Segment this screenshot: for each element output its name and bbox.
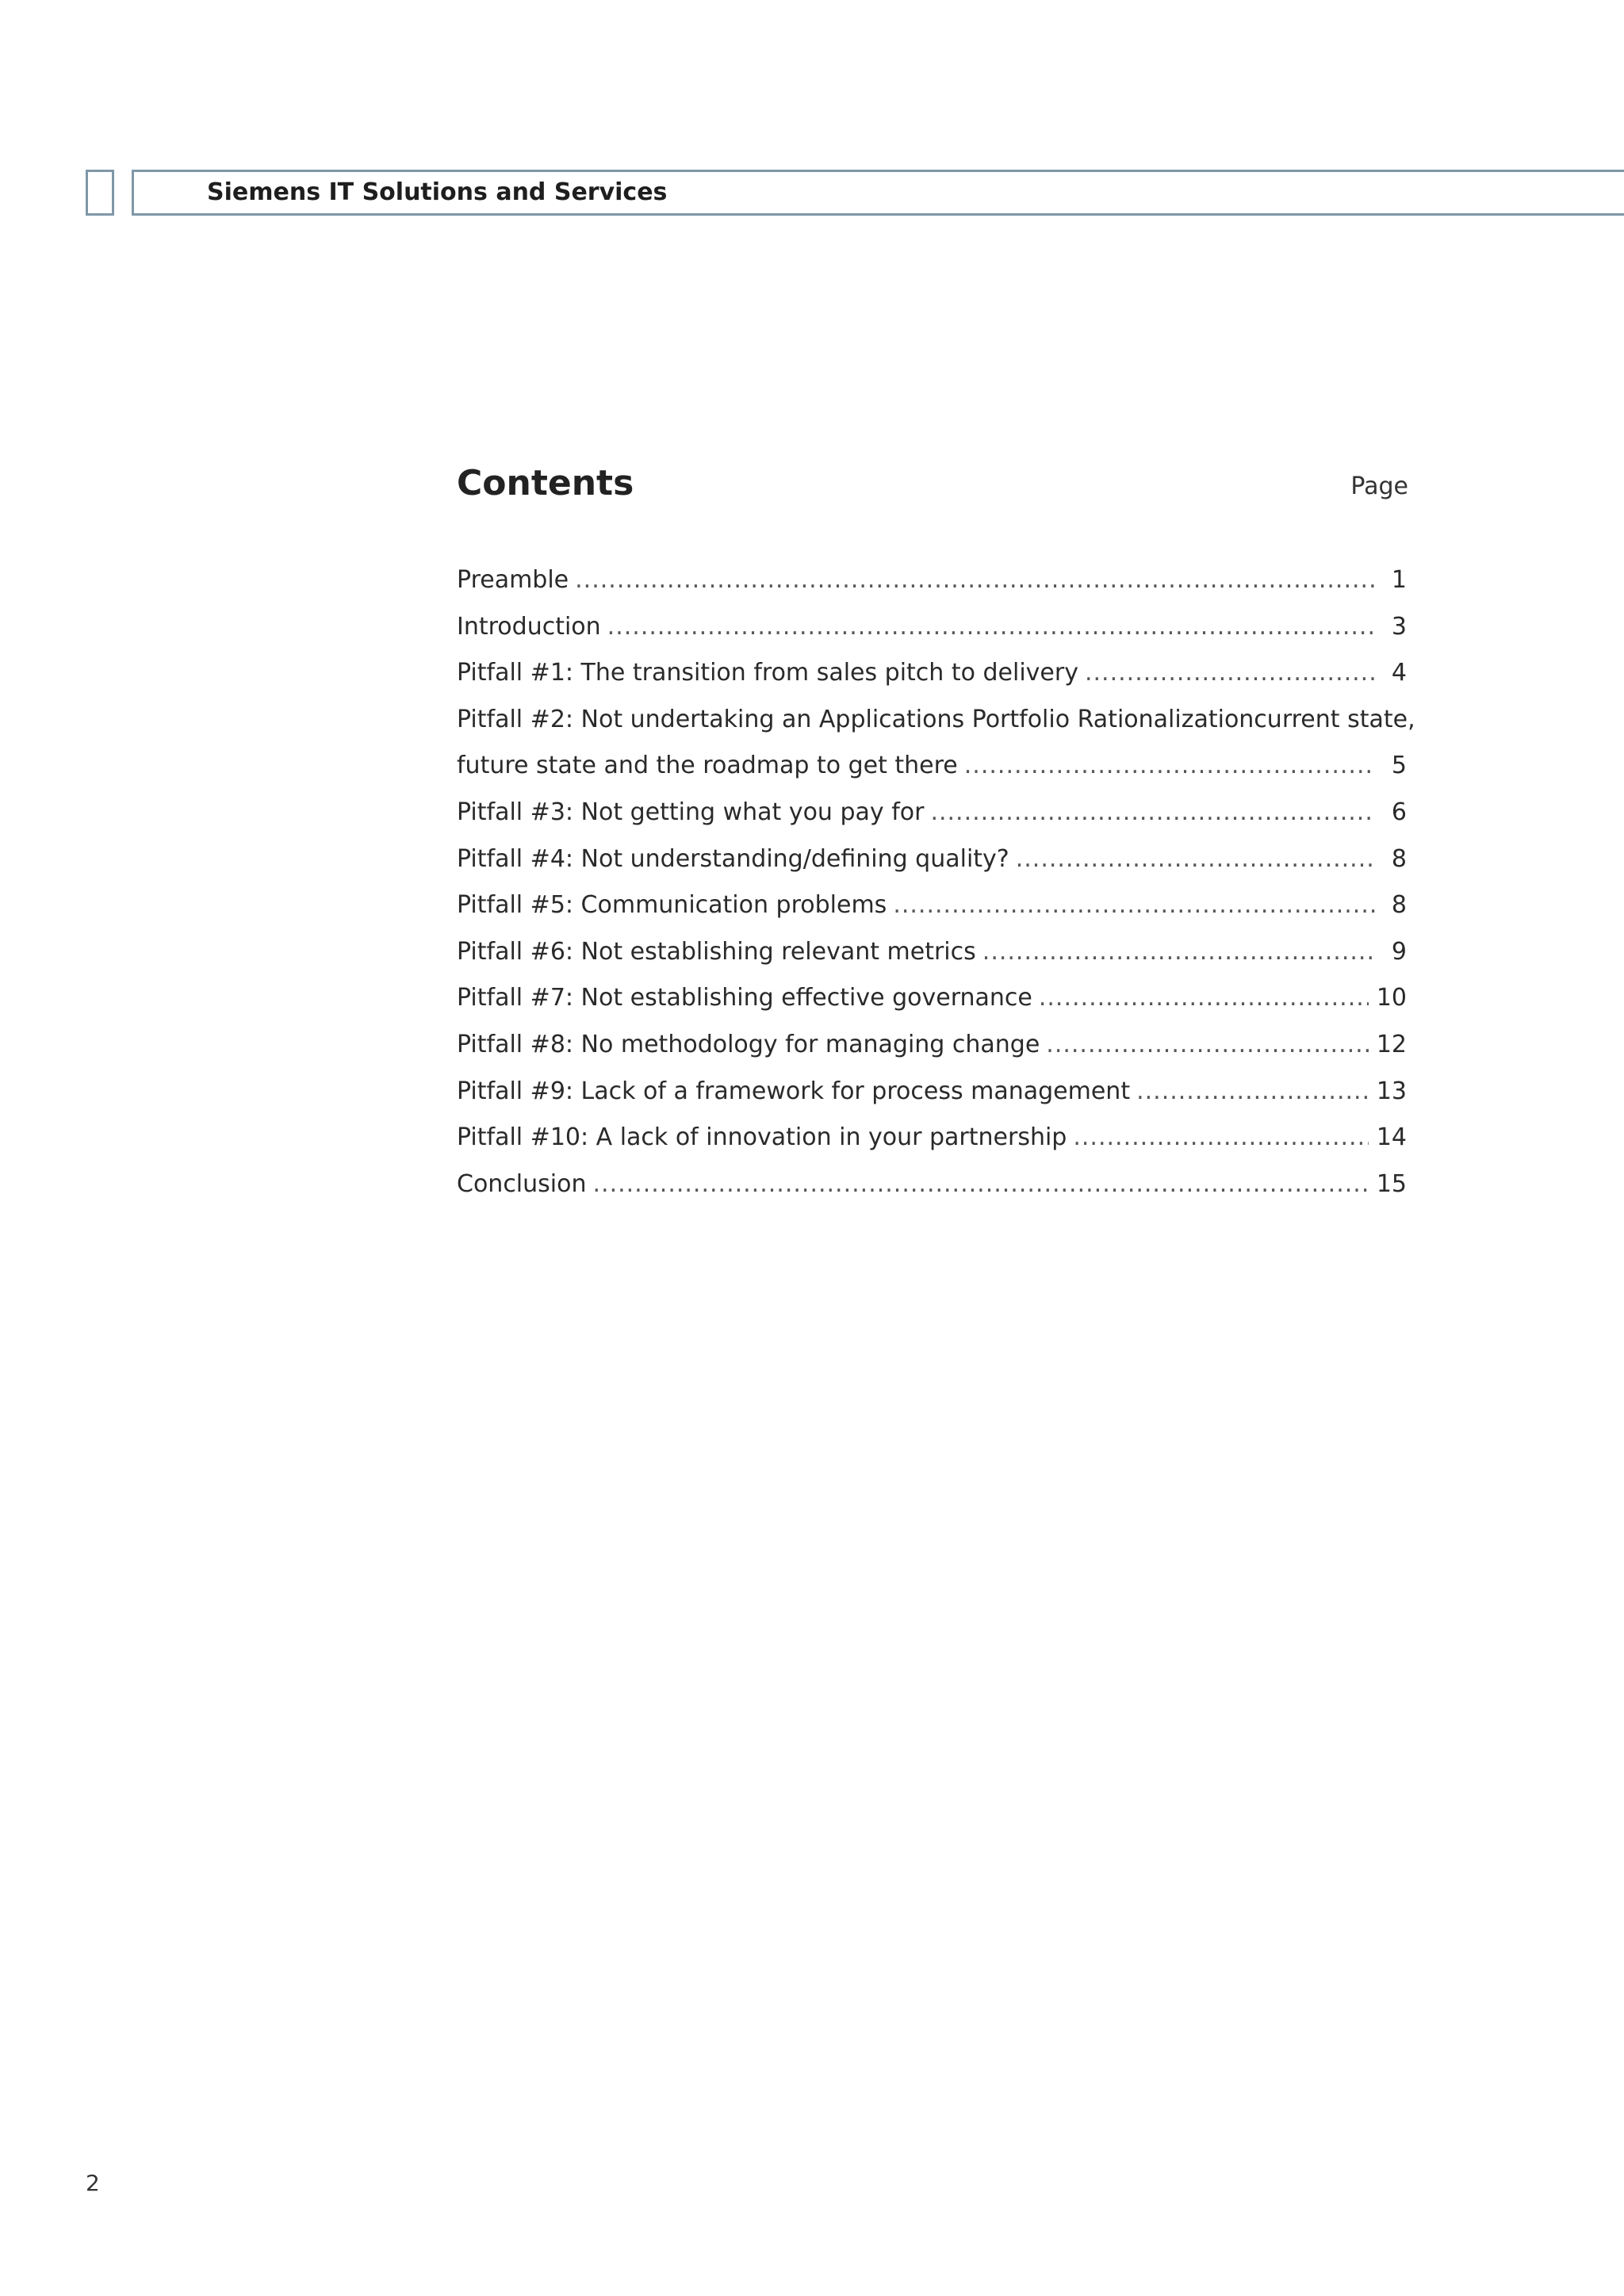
toc-entry-page: 4 xyxy=(1391,659,1407,687)
toc-page-column-label: Page xyxy=(1350,473,1408,500)
toc-dot-leader xyxy=(1136,1074,1369,1109)
toc-dot-leader xyxy=(893,888,1375,923)
toc-entry-title: Conclusion xyxy=(457,1169,587,1198)
toc-dot-leader xyxy=(1039,981,1369,1016)
toc-entry-pitfall-2-continued[interactable] xyxy=(457,748,1407,795)
toc-heading: Contents xyxy=(457,463,634,503)
toc-entry-pitfall-8[interactable] xyxy=(457,1027,1407,1074)
toc-dot-leader xyxy=(982,935,1375,970)
toc-entry-title: Pitfall #6: Not establishing relevant metrics xyxy=(457,937,976,966)
toc-entry-title: Pitfall #10: A lack of innovation in your partnership xyxy=(457,1123,1067,1152)
toc-entry-pitfall-6[interactable] xyxy=(457,935,1407,982)
toc-entry-pitfall-2[interactable] xyxy=(457,702,1415,749)
toc-entry-title: Pitfall #7: Not establishing effective governance xyxy=(457,984,1032,1012)
page-number: 2 xyxy=(86,2170,100,2196)
toc-dot-leader xyxy=(1073,1120,1368,1155)
toc-dot-leader xyxy=(1085,656,1375,691)
toc-entry-preamble[interactable] xyxy=(457,563,1407,610)
toc-dot-leader xyxy=(1046,1027,1369,1062)
toc-entry-pitfall-1[interactable] xyxy=(457,656,1407,702)
toc-entry-introduction[interactable] xyxy=(457,610,1407,656)
toc-dot-leader xyxy=(964,748,1375,783)
toc-entry-conclusion[interactable] xyxy=(457,1167,1407,1214)
toc-entry-page: 8 xyxy=(1391,844,1407,873)
toc-entry-title: Pitfall #2: Not undertaking an Applications Portfolio Rationalizationcurrent state, xyxy=(457,705,1415,733)
toc-entry-title: Pitfall #1: The transition from sales pitch to delivery xyxy=(457,659,1078,687)
toc-entry-title: Preamble xyxy=(457,566,569,594)
toc-entry-title: Pitfall #4: Not understanding/defining quality? xyxy=(457,844,1009,873)
toc-entry-pitfall-4[interactable] xyxy=(457,842,1407,889)
toc-entry-pitfall-9[interactable] xyxy=(457,1074,1407,1121)
toc-entry-title: future state and the roadmap to get there xyxy=(457,752,958,780)
toc-entry-pitfall-10[interactable] xyxy=(457,1120,1407,1167)
toc-entry-page: 12 xyxy=(1376,1030,1407,1058)
toc-entry-page: 5 xyxy=(1391,752,1407,780)
toc-entry-page: 9 xyxy=(1391,937,1407,966)
header-band xyxy=(132,170,1624,216)
toc-dot-leader xyxy=(930,795,1375,830)
toc-entry-page: 1 xyxy=(1391,566,1407,594)
toc-entry-pitfall-5[interactable] xyxy=(457,888,1407,935)
toc-entry-page: 13 xyxy=(1376,1077,1407,1105)
toc-entry-title: Pitfall #9: Lack of a framework for process management xyxy=(457,1077,1131,1105)
header-title: Siemens IT Solutions and Services xyxy=(207,178,668,206)
toc-dot-leader xyxy=(593,1167,1369,1202)
toc-entry-page: 14 xyxy=(1376,1123,1407,1152)
toc-entry-page: 3 xyxy=(1391,612,1407,641)
toc-entry-page: 8 xyxy=(1391,891,1407,920)
toc-dot-leader xyxy=(575,563,1375,598)
toc-dot-leader xyxy=(1016,842,1375,877)
toc-entry-pitfall-3[interactable] xyxy=(457,795,1407,842)
toc-entry-title: Pitfall #8: No methodology for managing change xyxy=(457,1030,1040,1058)
toc-entry-page: 10 xyxy=(1376,984,1407,1012)
toc-entry-page: 6 xyxy=(1391,798,1407,826)
header-square-decoration xyxy=(86,170,114,216)
toc-entry-title: Pitfall #5: Communication problems xyxy=(457,891,887,920)
toc-entry-pitfall-7[interactable] xyxy=(457,981,1407,1027)
table-of-contents xyxy=(457,563,1415,1213)
toc-entry-page: 15 xyxy=(1376,1169,1407,1198)
toc-dot-leader xyxy=(607,610,1375,645)
toc-entry-title: Pitfall #3: Not getting what you pay for xyxy=(457,798,925,826)
toc-entry-title: Introduction xyxy=(457,612,601,641)
